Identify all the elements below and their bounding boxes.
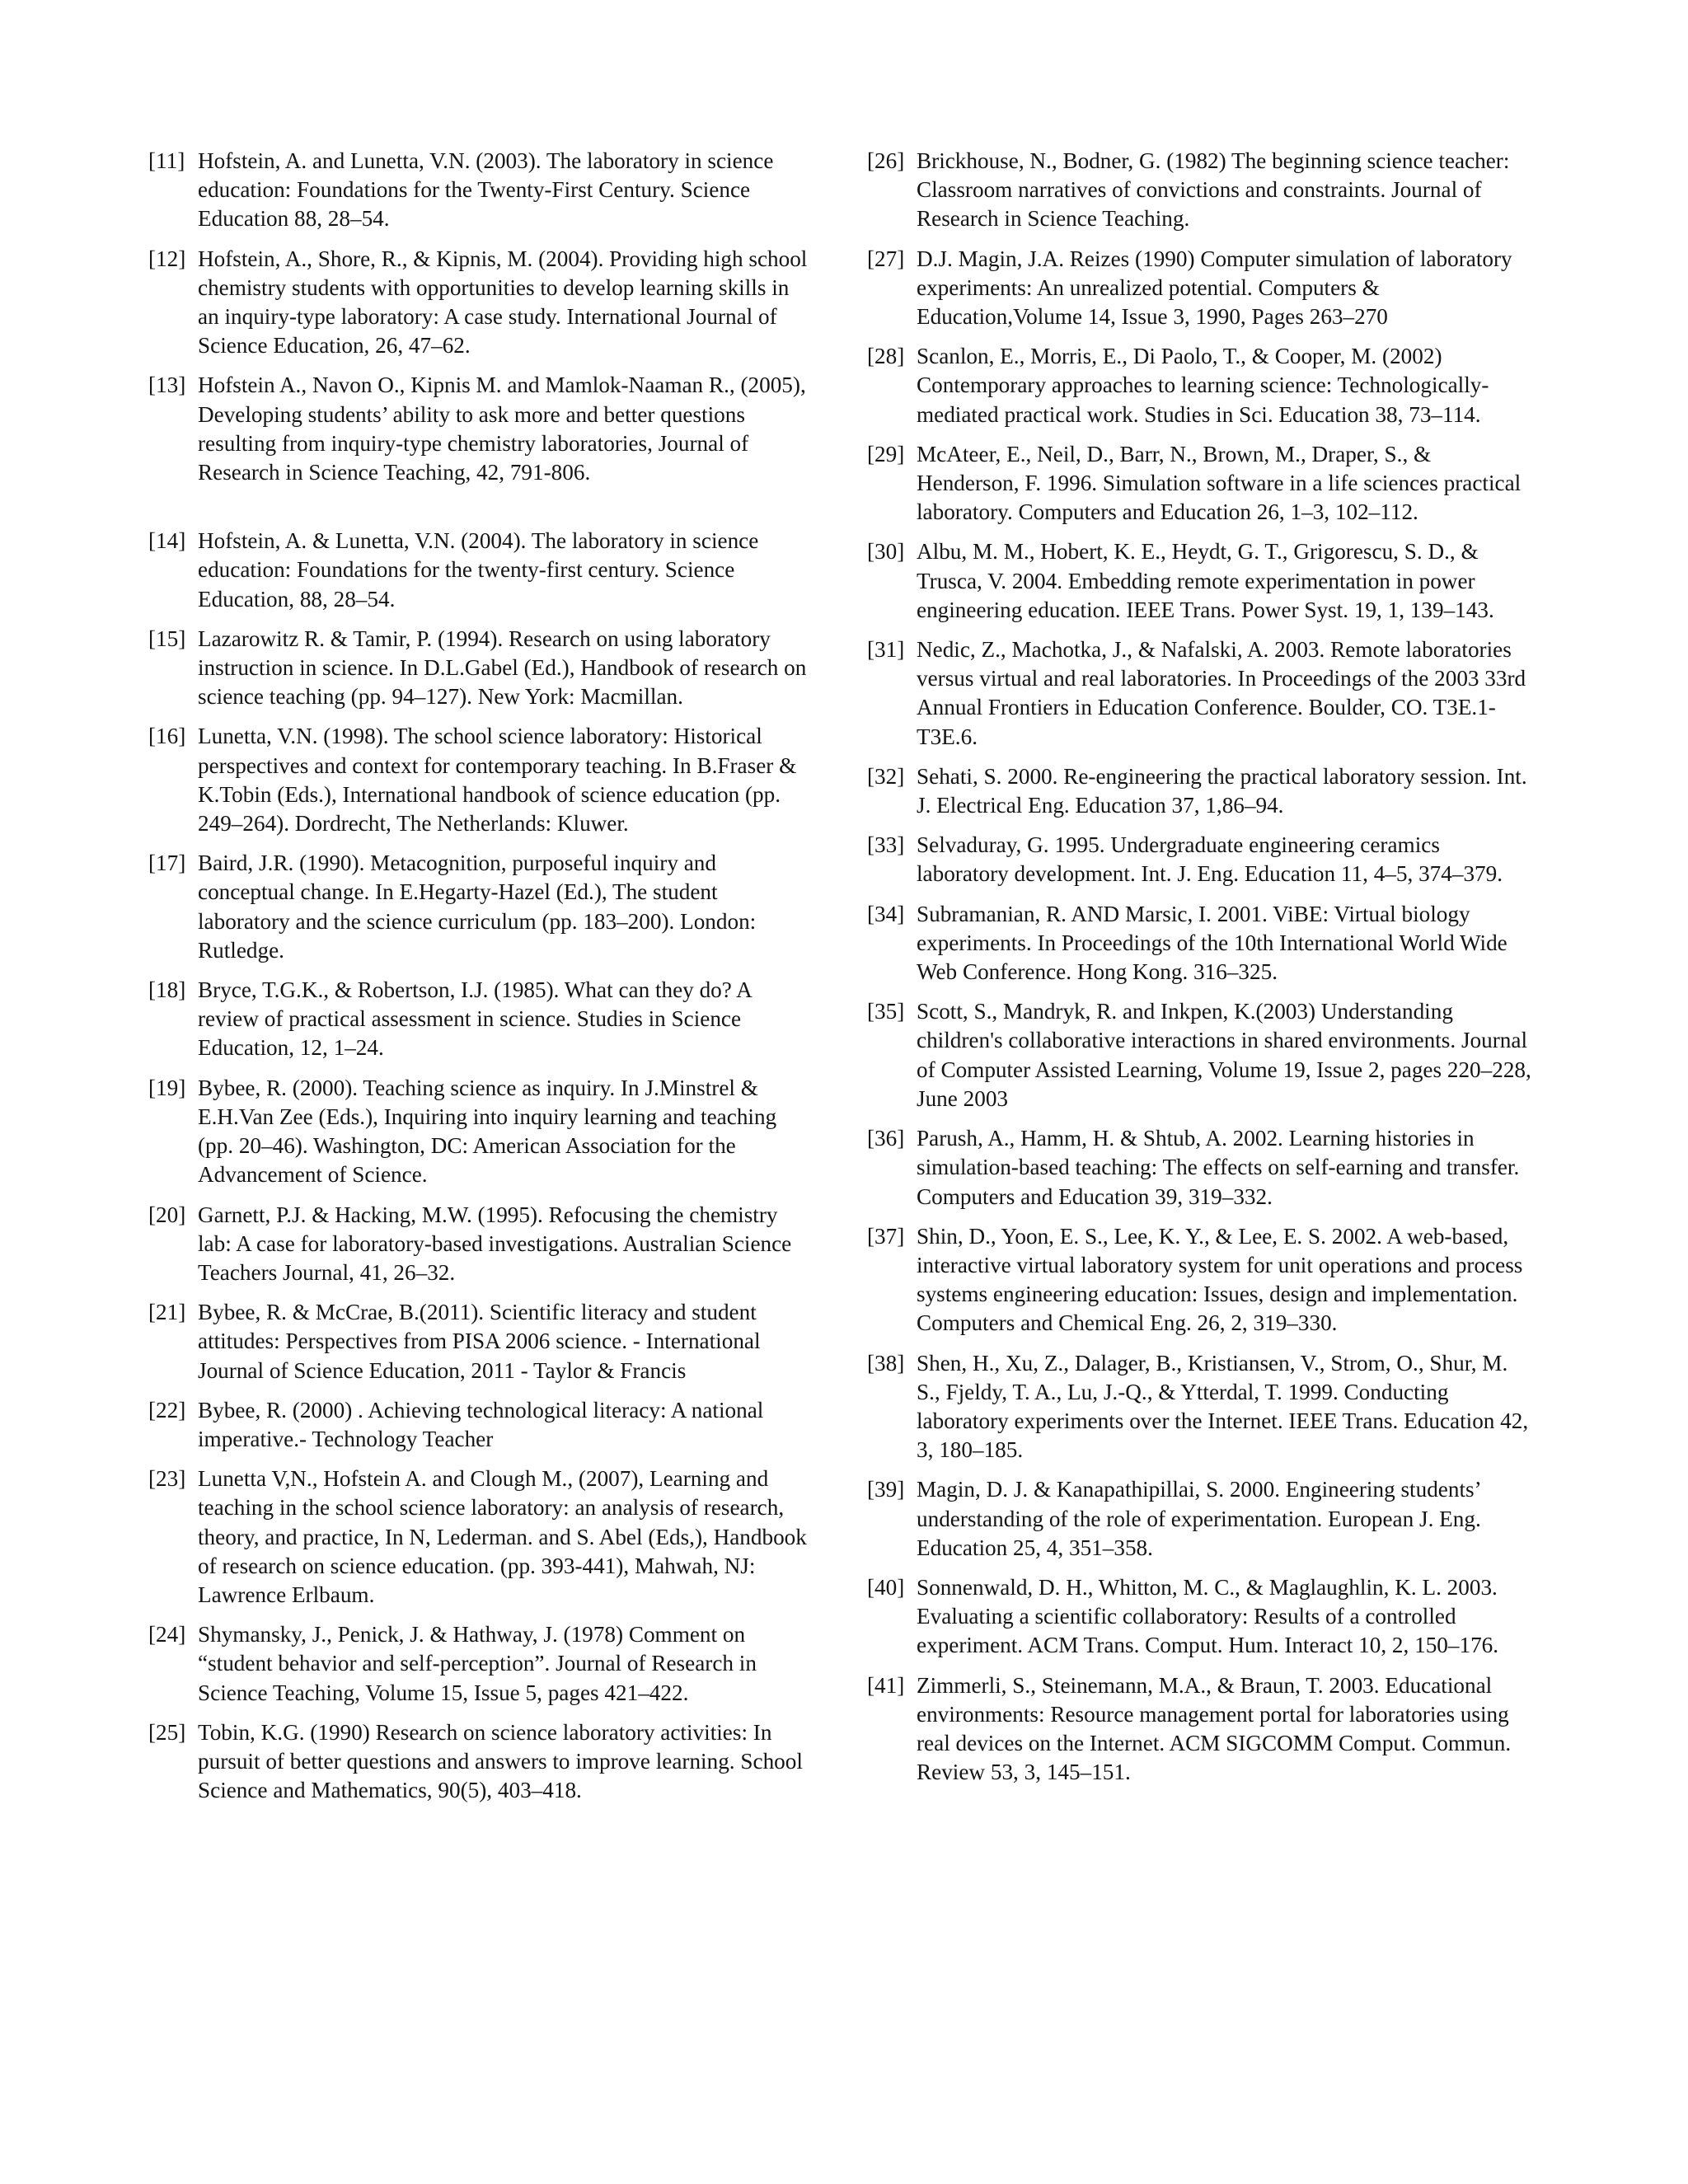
reference-text: Sehati, S. 2000. Re-engineering the practical laboratory session. Int. J. Electrical Eng. Education 37, 1,86–94.: [917, 763, 1527, 818]
reference-number: [30]: [867, 539, 905, 565]
reference-item: [867, 762, 1533, 820]
reference-item: [148, 625, 808, 712]
reference-item: [867, 831, 1533, 888]
reference-text: Hofstein A., Navon O., Kipnis M. and Mamlok-Naaman R., (2005), Developing students’ ability to ask more and better questions resulting from inquiry-type chemistry laboratories, Journal of Research in Science Teaching, 42, 791-806.: [198, 373, 806, 485]
reference-number: [32]: [867, 763, 905, 789]
reference-number: [36]: [867, 1126, 905, 1151]
reference-item: [867, 635, 1533, 752]
reference-item: [148, 1465, 808, 1610]
reference-item: [148, 245, 808, 361]
reference-text: Bybee, R. (2000) . Achieving technological literacy: A national imperative.- Technology Teacher: [198, 1397, 764, 1451]
reference-item: [148, 1074, 808, 1190]
reference-item: [148, 1718, 808, 1806]
reference-number: [14]: [148, 528, 186, 554]
reference-text: McAteer, E., Neil, D., Barr, N., Brown, M., Draper, S., & Henderson, F. 1996. Simulation software in a life sciences practical laboratory. Computers and Education 26, 1–3, 102–112.: [917, 441, 1522, 525]
reference-text: Parush, A., Hamm, H. & Shtub, A. 2002. Learning histories in simulation-based teaching: The effects on self-earning and transfer. Computers and Education 39, 319–332.: [917, 1126, 1520, 1209]
references-left-column: [148, 147, 808, 1816]
reference-item: [148, 976, 808, 1063]
reference-text: Brickhouse, N., Bodner, G. (1982) The beginning science teacher: Classroom narratives of convictions and constraints. Journal of Research in Science Teaching.: [917, 148, 1510, 232]
reference-item: [867, 1573, 1533, 1661]
reference-text: Shymansky, J., Penick, J. & Hathway, J. (1978) Comment on “student behavior and self-perception”. Journal of Research in Science Teaching, Volume 15, Issue 5, pages 421–422.: [198, 1622, 757, 1705]
reference-text: Zimmerli, S., Steinemann, M.A., & Braun, T. 2003. Educational environments: Resource management portal for laboratories using real devices on the Internet. ACM SIGCOMM Comput. Commun. Review 53, 3, 145–151.: [917, 1672, 1512, 1785]
reference-number: [12]: [148, 246, 186, 271]
reference-number: [27]: [867, 246, 905, 271]
reference-item: [148, 1298, 808, 1385]
reference-item: [148, 147, 808, 234]
reference-text: Bybee, R. & McCrae, B.(2011). Scientific literacy and student attitudes: Perspectives from PISA 2006 science. - International Journal of Science Education, 2011 - Taylor & Francis: [198, 1300, 761, 1383]
reference-number: [29]: [867, 441, 905, 466]
reference-number: [19]: [148, 1075, 186, 1100]
reference-text: Bybee, R. (2000). Teaching science as inquiry. In J.Minstrel & E.H.Van Zee (Eds.), Inquiring into inquiry learning and teaching (pp. 20–46). Washington, DC: American Association for the Advancement of Science.: [198, 1075, 777, 1188]
reference-item: [867, 537, 1533, 625]
reference-text: Garnett, P.J. & Hacking, M.W. (1995). Refocusing the chemistry lab: A case for laboratory-based investigations. Australian Science Teachers Journal, 41, 26–32.: [198, 1202, 792, 1285]
reference-text: Lunetta, V.N. (1998). The school science laboratory: Historical perspectives and context for contemporary teaching. In B.Fraser & K.Tobin (Eds.), International handbook of science education (pp. 249–264). Dordrecht, The Netherlands: Kluwer.: [198, 724, 797, 837]
reference-item: [148, 1620, 808, 1708]
reference-number: [20]: [148, 1202, 186, 1227]
reference-text: Baird, J.R. (1990). Metacognition, purposeful inquiry and conceptual change. In E.Hegarty-Hazel (Ed.), The student laboratory and the science curriculum (pp. 183–200). London: Rutledge.: [198, 851, 757, 963]
reference-number: [11]: [148, 148, 185, 173]
reference-text: D.J. Magin, J.A. Reizes (1990) Computer simulation of laboratory experiments: An unrealized potential. Computers & Education,Volume 14, Issue 3, 1990, Pages 263–270: [917, 246, 1512, 330]
reference-number: [33]: [867, 832, 905, 858]
reference-number: [26]: [867, 148, 905, 173]
reference-number: [31]: [867, 637, 905, 663]
reference-item: [148, 527, 808, 614]
reference-text: Selvaduray, G. 1995. Undergraduate engineering ceramics laboratory development. Int. J. Eng. Education 11, 4–5, 374–379.: [917, 832, 1503, 887]
reference-number: [28]: [867, 344, 905, 369]
reference-text: Lazarowitz R. & Tamir, P. (1994). Research on using laboratory instruction in science. In D.L.Gabel (Ed.), Handbook of research on science teaching (pp. 94–127). New York: Macmillan.: [198, 626, 807, 710]
reference-number: [22]: [148, 1397, 186, 1422]
reference-text: Shen, H., Xu, Z., Dalager, B., Kristiansen, V., Strom, O., Shur, M. S., Fjeldy, T. A., Lu, J.-Q., & Ytterdal, T. 1999. Conducting laboratory experiments over the Internet. IEEE Trans. Education 42, 3, 180–185.: [917, 1350, 1529, 1463]
reference-item: [867, 440, 1533, 527]
reference-text: Shin, D., Yoon, E. S., Lee, K. Y., & Lee, E. S. 2002. A web-based, interactive virtual laboratory system for unit operations and process systems engineering education: Issues, design and implementation. Computers and Chemical Eng. 26, 2, 319–330.: [917, 1223, 1523, 1336]
reference-text: Subramanian, R. AND Marsic, I. 2001. ViBE: Virtual biology experiments. In Proceedings of the 10th International World Wide Web Conference. Hong Kong. 316–325.: [917, 901, 1507, 985]
reference-item: [148, 371, 808, 487]
reference-number: [41]: [867, 1672, 905, 1698]
reference-number: [34]: [867, 901, 905, 926]
reference-item: [148, 849, 808, 965]
reference-item: [867, 1222, 1533, 1338]
reference-text: Hofstein, A. & Lunetta, V.N. (2004). The laboratory in science education: Foundations for the twenty-first century. Science Education, 88, 28–54.: [198, 528, 759, 612]
reference-number: [25]: [148, 1719, 186, 1745]
reference-item: [867, 245, 1533, 332]
reference-text: Hofstein, A. and Lunetta, V.N. (2003). The laboratory in science education: Foundations for the Twenty-First Century. Science Education 88, 28–54.: [198, 148, 774, 232]
reference-item: [148, 722, 808, 838]
reference-item: [148, 1201, 808, 1288]
reference-number: [35]: [867, 999, 905, 1024]
reference-text: Albu, M. M., Hobert, K. E., Heydt, G. T., Grigorescu, S. D., & Trusca, V. 2004. Embedding remote experimentation in power engineering education. IEEE Trans. Power Syst. 19, 1, 139–143.: [917, 539, 1494, 622]
reference-number: [18]: [148, 977, 186, 1003]
reference-item: [867, 997, 1533, 1113]
reference-item: [867, 1671, 1533, 1788]
reference-number: [38]: [867, 1350, 905, 1376]
reference-text: Magin, D. J. & Kanapathipillai, S. 2000. Engineering students’ understanding of the role of experimentation. European J. Eng. Education 25, 4, 351–358.: [917, 1477, 1481, 1560]
reference-text: Scanlon, E., Morris, E., Di Paolo, T., & Cooper, M. (2002) Contemporary approaches to learning science: Technologically-mediated practical work. Studies in Sci. Education 38, 73–114.: [917, 344, 1489, 427]
reference-item: [867, 900, 1533, 987]
reference-text: Tobin, K.G. (1990) Research on science laboratory activities: In pursuit of better questions and answers to improve learning. School Science and Mathematics, 90(5), 403–418.: [198, 1719, 803, 1803]
reference-item: [867, 147, 1533, 234]
reference-number: [37]: [867, 1223, 905, 1249]
reference-text: Sonnenwald, D. H., Whitton, M. C., & Maglaughlin, K. L. 2003. Evaluating a scientific collaboratory: Results of a controlled experiment. ACM Trans. Comput. Hum. Interact 10, 2, 150–176.: [917, 1574, 1499, 1658]
reference-number: [21]: [148, 1300, 186, 1325]
references-right-column: [867, 147, 1533, 1797]
reference-item: [867, 1475, 1533, 1563]
reference-number: [40]: [867, 1574, 905, 1600]
reference-text: Bryce, T.G.K., & Robertson, I.J. (1985). What can they do? A review of practical assessment in science. Studies in Science Education, 12, 1–24.: [198, 977, 752, 1061]
reference-number: [13]: [148, 373, 186, 398]
reference-text: Hofstein, A., Shore, R., & Kipnis, M. (2004). Providing high school chemistry students with opportunities to develop learning skills in an inquiry-type laboratory: A case study. International Journal of Science Education, 26, 47–62.: [198, 246, 808, 359]
reference-text: Scott, S., Mandryk, R. and Inkpen, K.(2003) Understanding children's collaborative interactions in shared environments. Journal of Computer Assisted Learning, Volume 19, Issue 2, pages 220–228, June 2003: [917, 999, 1531, 1111]
reference-number: [16]: [148, 724, 186, 749]
reference-item: [867, 342, 1533, 429]
reference-text: Lunetta V,N., Hofstein A. and Clough M., (2007), Learning and teaching in the school science laboratory: an analysis of research, theory, and practice, In N, Lederman. and S. Abel (Eds,), Handbook of research on science education. (pp. 393-441), Mahwah, NJ: Lawrence Erlbaum.: [198, 1466, 807, 1607]
reference-item: [148, 1396, 808, 1454]
reference-text: Nedic, Z., Machotka, J., & Nafalski, A. 2003. Remote laboratories versus virtual and real laboratories. In Proceedings of the 2003 33rd Annual Frontiers in Education Conference. Boulder, CO. T3E.1-T3E.6.: [917, 637, 1526, 749]
reference-item: [867, 1124, 1533, 1212]
reference-number: [17]: [148, 851, 186, 876]
reference-number: [24]: [148, 1622, 186, 1647]
reference-number: [39]: [867, 1477, 905, 1502]
reference-number: [15]: [148, 626, 186, 651]
reference-number: [23]: [148, 1466, 186, 1492]
reference-item: [867, 1349, 1533, 1465]
